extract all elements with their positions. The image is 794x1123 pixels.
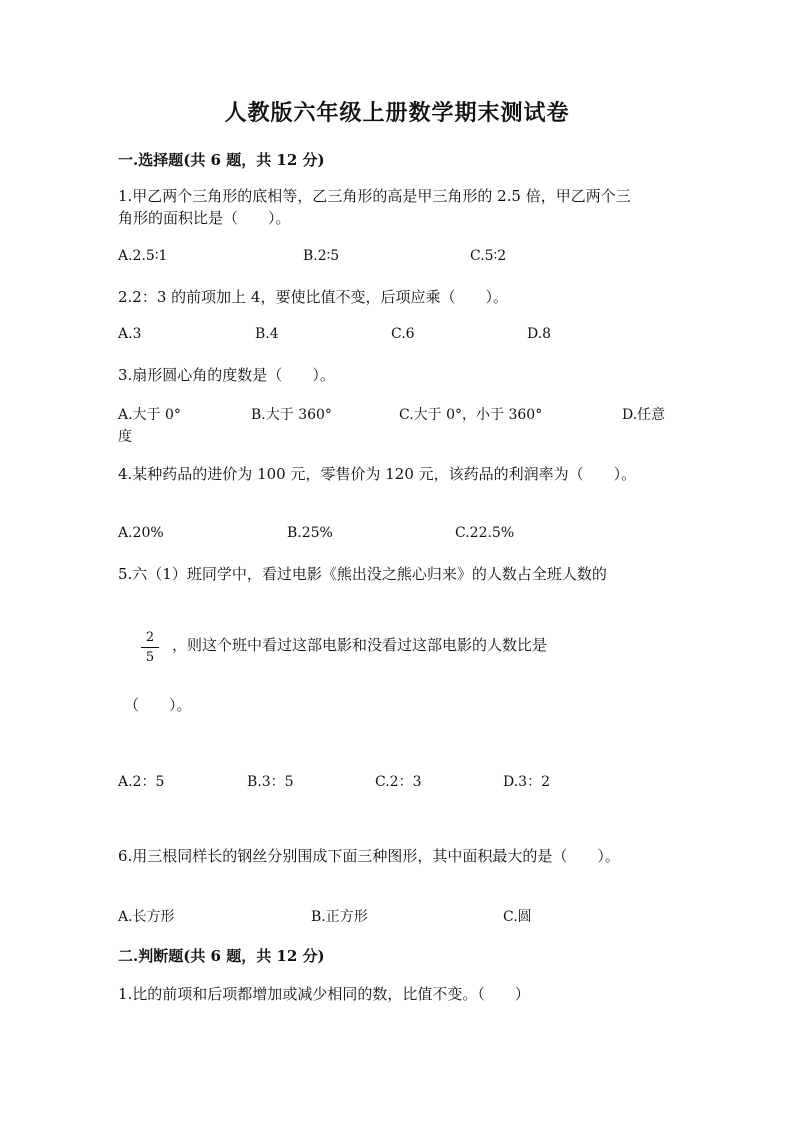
question-5-option-c: C.2：3 <box>375 774 422 790</box>
question-1-option-c: C.5∶2 <box>470 248 507 264</box>
question-5-line-1: 5.六（1）班同学中，看过电影《熊出没之熊心归来》的人数占全班人数的 <box>118 565 607 583</box>
question-4-option-c: C.22.5% <box>455 525 515 541</box>
judgement-question-1: 1.比的前项和后项都增加或减少相同的数，比值不变。（ ） <box>118 985 530 1003</box>
fraction-bar <box>141 647 159 648</box>
question-5-option-d: D.3：2 <box>503 774 550 790</box>
question-6-option-a: A.长方形 <box>118 909 175 925</box>
question-3-option-a: A.大于 0° <box>118 407 181 423</box>
question-4-option-b: B.25% <box>287 525 333 541</box>
fraction-denominator: 5 <box>145 650 155 665</box>
question-1-line-2: 角形的面积比是（ ）。 <box>118 209 291 227</box>
page-title: 人教版六年级上册数学期末测试卷 <box>224 100 570 126</box>
question-4-line-1: 4.某种药品的进价为 100 元，零售价为 120 元，该药品的利润率为（ ）。 <box>118 465 637 483</box>
question-2-option-a: A.3 <box>118 326 142 342</box>
question-3-option-b: B.大于 360° <box>251 407 332 423</box>
section-heading-choice: 一.选择题(共 6 题，共 12 分) <box>118 151 325 169</box>
question-6-option-b: B.正方形 <box>311 909 368 925</box>
question-3-line-1: 3.扇形圆心角的度数是（ ）。 <box>118 366 335 384</box>
question-2-option-c: C.6 <box>391 326 415 342</box>
question-6-option-c: C.圆 <box>503 909 532 925</box>
question-3-option-c: C.大于 0°，小于 360° <box>399 407 543 423</box>
question-1-option-b: B.2∶5 <box>303 248 340 264</box>
question-2-line-1: 2.2：3 的前项加上 4，要使比值不变，后项应乘（ ）。 <box>118 288 508 306</box>
question-5-option-a: A.2：5 <box>118 774 165 790</box>
question-5-option-b: B.3：5 <box>247 774 294 790</box>
question-1-option-a: A.2.5∶1 <box>118 248 168 264</box>
question-6-line-1: 6.用三根同样长的钢丝分别围成下面三种图形，其中面积最大的是（ ）。 <box>118 847 620 865</box>
question-4-option-a: A.20% <box>118 525 164 541</box>
question-3-option-d-wrap: 度 <box>118 429 132 445</box>
fraction-numerator: 2 <box>145 630 155 645</box>
section-heading-judgement: 二.判断题(共 6 题，共 12 分) <box>118 947 325 965</box>
fraction-two-fifths <box>141 630 159 665</box>
question-2-option-b: B.4 <box>255 326 279 342</box>
question-1-line-1: 1.甲乙两个三角形的底相等，乙三角形的高是甲三角形的 2.5 倍，甲乙两个三 <box>118 187 631 205</box>
question-5-line-2: ，则这个班中看过这部电影和没看过这部电影的人数比是 <box>172 636 548 654</box>
question-5-line-3: （ ）。 <box>124 696 192 714</box>
question-2-option-d: D.8 <box>527 326 552 342</box>
question-3-option-d: D.任意 <box>622 407 666 423</box>
